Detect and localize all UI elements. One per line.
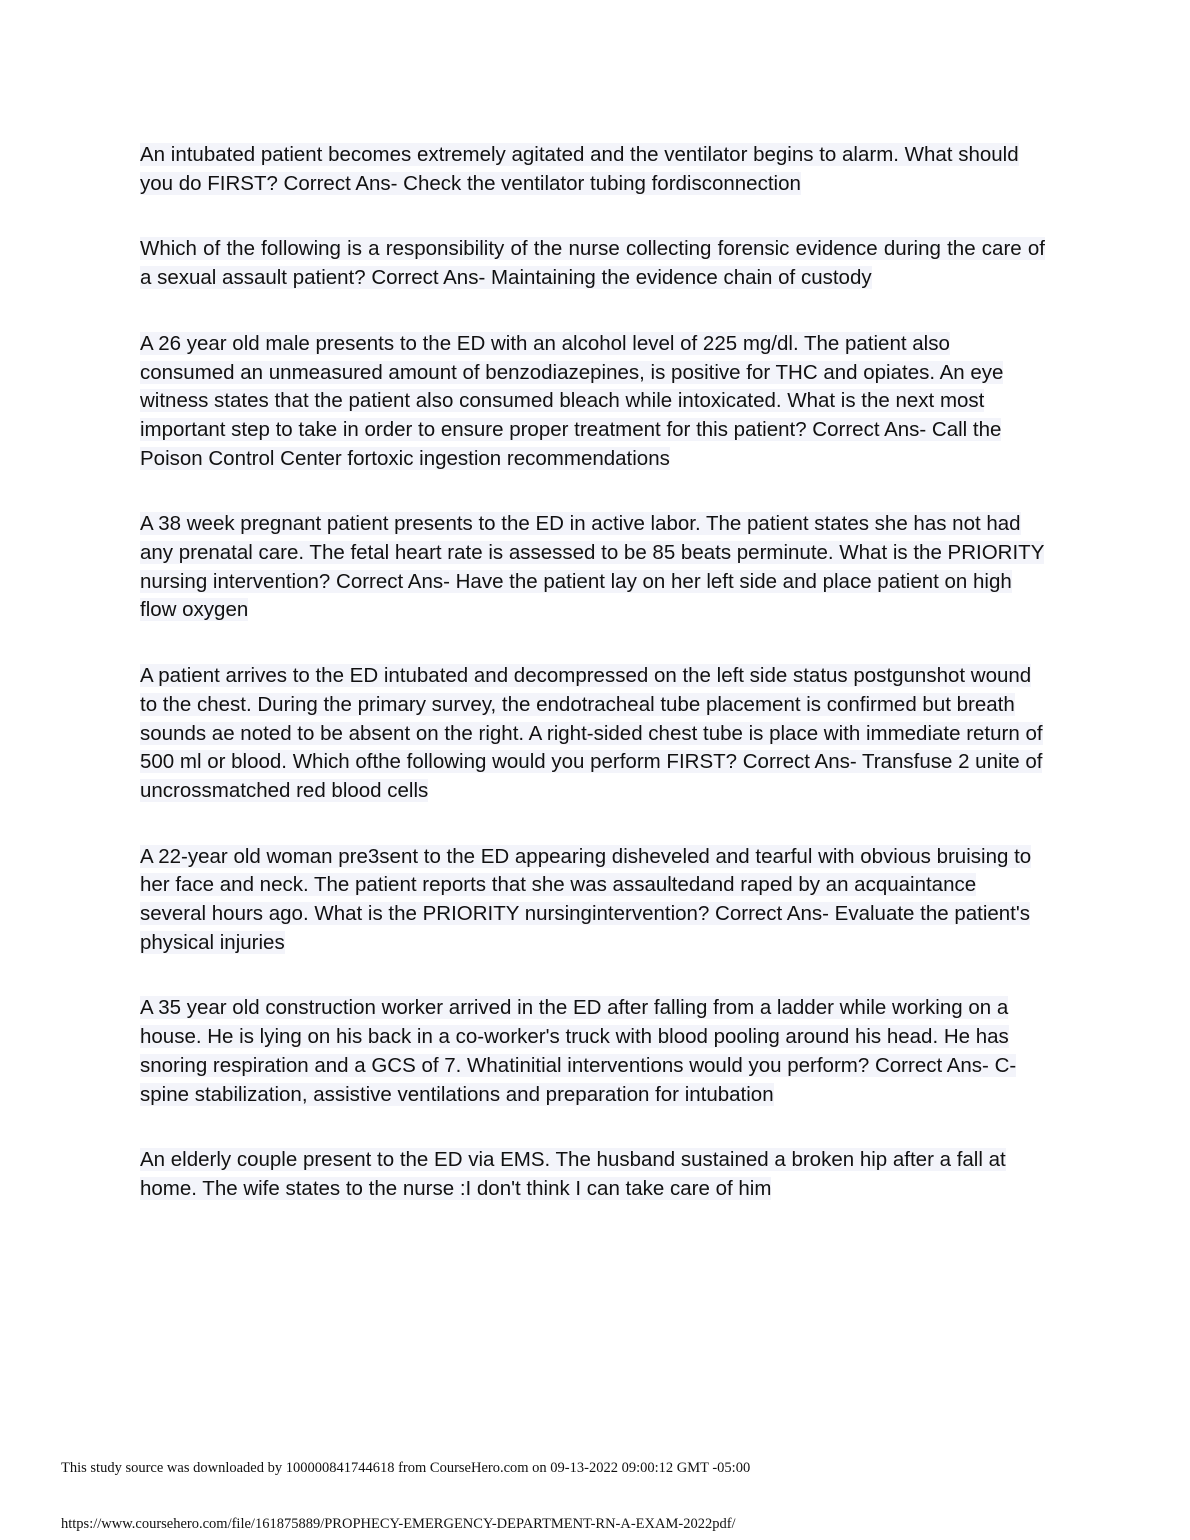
source-url[interactable]: https://www.coursehero.com/file/161875889/PROPHECY-EMERGENCY-DEPARTMENT-RN-A-EXAM-2022pdf/ — [61, 1516, 736, 1532]
question-6 — [140, 843, 1045, 958]
question-text: A 26 year old male presents to the ED with an alcohol level of 225 mg/dl. The patient also consumed an unmeasured amount of benzodiazepines, is positive for THC and opiates. An eye witness states that the patient also consumed bleach while intoxicated. What is the next most important step to take in order to ensure proper treatment for this patient? Correct Ans- Call the Poison Control Center fortoxic ingestion recommendations — [140, 331, 1004, 470]
question-text: An elderly couple present to the ED via EMS. The husband sustained a broken hip after a fall at home. The wife states to the nurse :I don't think I can take care of him — [140, 1148, 1006, 1200]
question-1 — [140, 141, 1045, 198]
document-body — [140, 141, 1045, 1241]
question-3 — [140, 330, 1045, 474]
question-5 — [140, 662, 1045, 806]
question-4 — [140, 510, 1045, 625]
question-8 — [140, 1146, 1045, 1203]
question-7 — [140, 994, 1045, 1109]
question-text: A patient arrives to the ED intubated and decompressed on the left side status postgunshot wound to the chest. During the primary survey, the endotracheal tube placement is confirmed but breath sounds ae noted to be absent on the right. A right-sided chest tube is place with immediate return of 500 ml or blood. Which ofthe following would you perform FIRST? Correct Ans- Transfuse 2 unite of uncrossmatched red blood cells — [140, 664, 1043, 802]
question-text: A 38 week pregnant patient presents to the ED in active labor. The patient states she has not had any prenatal care. The fetal heart rate is assessed to be 85 beats perminute. What is the PRIORITY nursing intervention? Correct Ans- Have the patient lay on her left side and place patient on high flow oxygen — [140, 512, 1045, 622]
question-text: An intubated patient becomes extremely agitated and the ventilator begins to alarm. What should you do FIRST? Correct Ans- Check the ventilator tubing fordisconnection — [140, 143, 1019, 195]
question-text: Which of the following is a responsibility of the nurse collecting forensic evidence during the care of a sexual assault patient? Correct Ans- Maintaining the evidence chain of custody — [140, 237, 1045, 290]
question-text: A 35 year old construction worker arrived in the ED after falling from a ladder while working on a house. He is lying on his back in a co-worker's truck with blood pooling around his head. He has snoring respiration and a GCS of 7. Whatinitial interventions would you perform? Correct Ans- C-spine stabilization, assistive ventilations and preparation for intubation — [140, 996, 1017, 1106]
question-text: A 22-year old woman pre3sent to the ED appearing disheveled and tearful with obvious bruising to her face and neck. The patient reports that she was assaultedand raped by an acquaintance several hours ago. What is the PRIORITY nursingintervention? Correct Ans- Evaluate the patient's physical injuries — [140, 844, 1032, 954]
download-notice: This study source was downloaded by 100000841744618 from CourseHero.com on 09-13-2022 09:00:12 GMT -05:00 — [61, 1460, 751, 1476]
question-2 — [140, 235, 1045, 292]
